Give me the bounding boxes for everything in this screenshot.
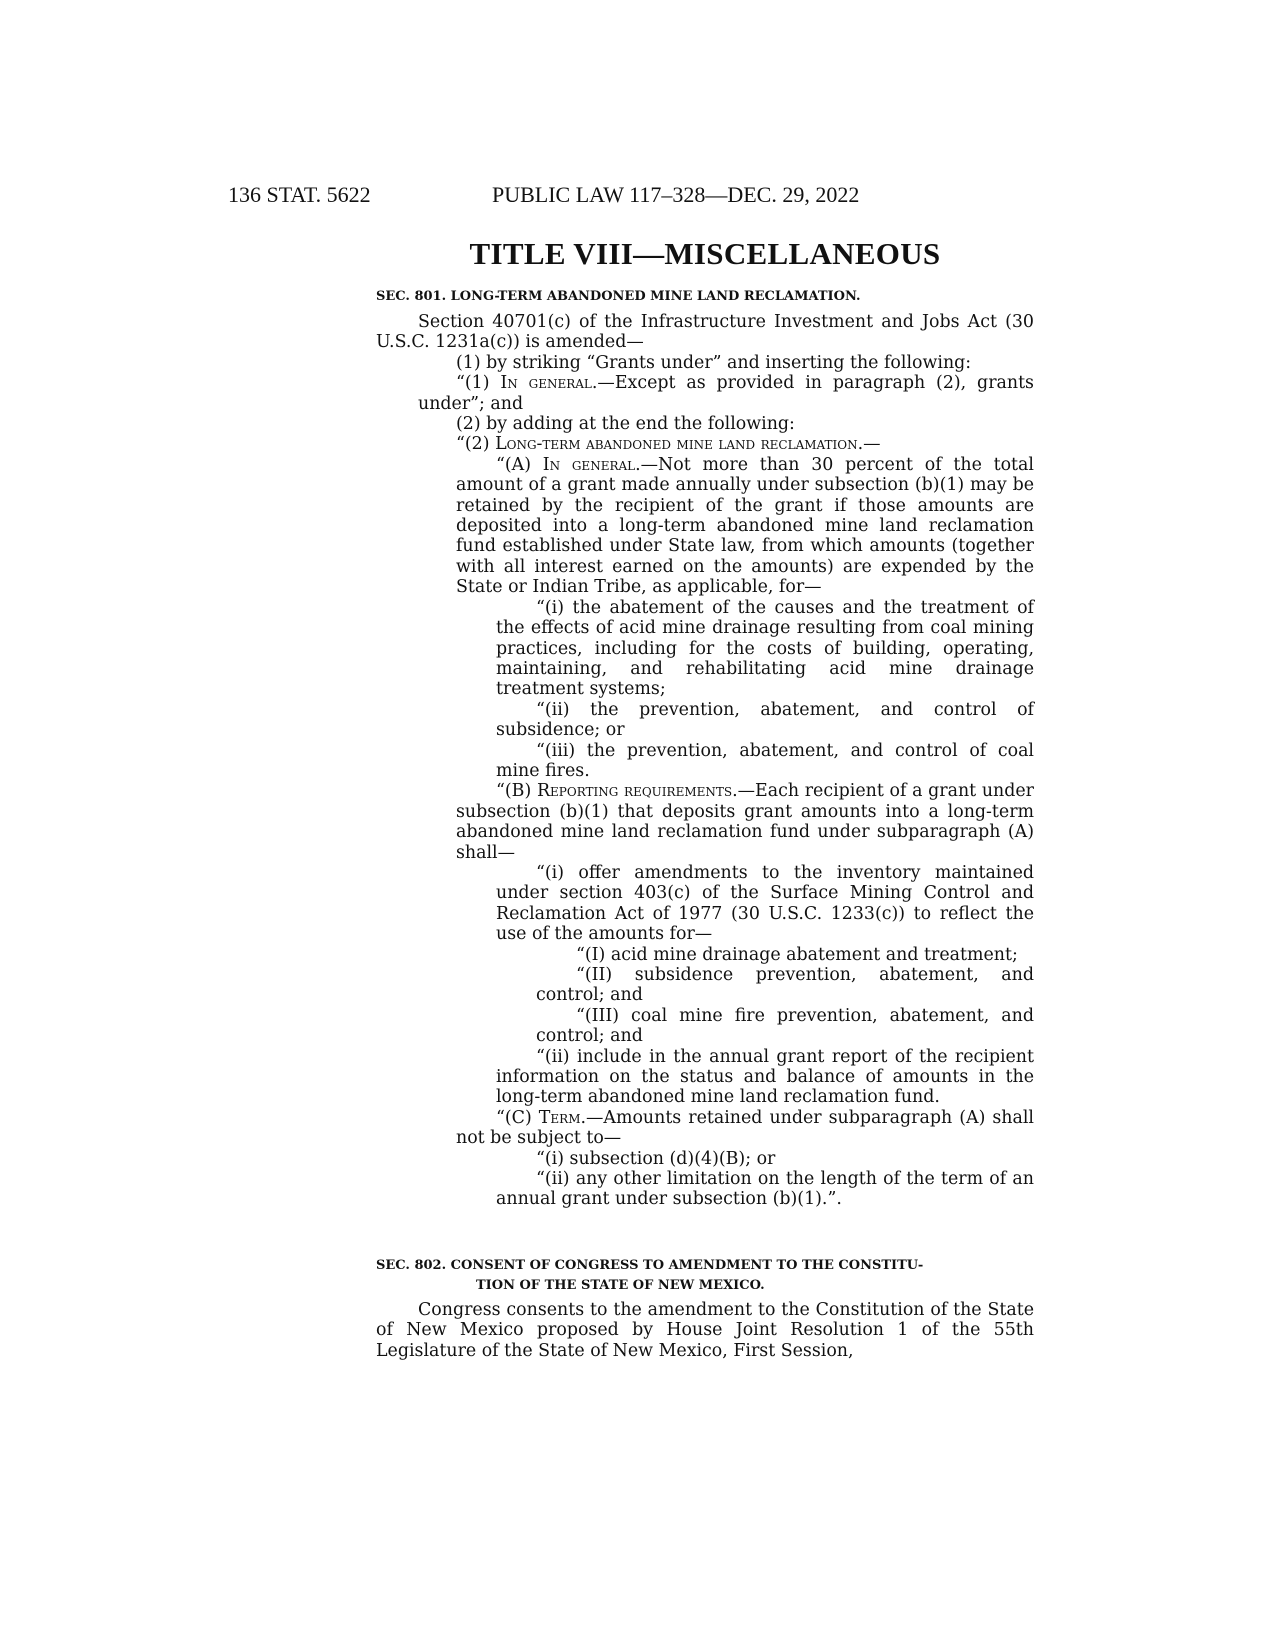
section-802-heading-line2: TION OF THE STATE OF NEW MEXICO.	[476, 1278, 765, 1293]
amendment-1-quote: “(1) In general.—Except as provided in paragraph (2), grants under”; and	[418, 373, 1034, 414]
clause-A-i: “(i) the abatement of the causes and the treatment of the effects of acid mine drainage resulting from coal mining practices, including for the costs of building, operating, maintaining, and rehabilitating acid mine drainage treatment systems;	[496, 597, 1034, 700]
clause-B-ii: “(ii) include in the annual grant report of the recipient information on the status and balance of amounts in the long-term abandoned mine land reclamation fund.	[496, 1046, 1034, 1108]
title-heading: TITLE VIII—MISCELLANEOUS	[469, 236, 941, 271]
section-801-heading: SEC. 801. LONG-TERM ABANDONED MINE LAND RECLAMATION.	[376, 289, 861, 304]
clause-B-i: “(i) offer amendments to the inventory maintained under section 403(c) of the Surface Mining Control and Reclamation Act of 1977 (30 U.S.C. 1233(c)) to reflect the use of the amounts for—	[496, 862, 1034, 945]
section-802-text: Congress consents to the amendment to the Constitution of the State of New Mexico proposed by House Joint Resolution 1 of the 55th Legislature of the State of New Mexico, First Session,	[376, 1300, 1034, 1361]
subclause-B-i-III: “(III) coal mine fire prevention, abatement, and control; and	[536, 1005, 1034, 1047]
subclause-B-i-II: “(II) subsidence prevention, abatement, and control; and	[536, 965, 1034, 1006]
subparagraph-C: “(C) Term.—Amounts retained under subparagraph (A) shall not be subject to—	[456, 1107, 1034, 1149]
clause-C-ii: “(ii) any other limitation on the length of the term of an annual grant under subsection (b)(1).”.	[496, 1169, 1034, 1210]
subparagraph-B: “(B) Reporting requirements.—Each recipient of a grant under subsection (b)(1) that deposits grant amounts into a long-term abandoned mine land reclamation fund under subparagraph (A) shall—	[456, 781, 1034, 863]
amendment-2: (2) by adding at the end the following:	[456, 414, 795, 435]
subparagraph-A: “(A) In general.—Not more than 30 percent of the total amount of a grant made annually under subsection (b)(1) may be retained by the recipient of the grant if those amounts are deposited into a long-term abandoned mine land reclamation fund established under State law, from which amounts (together with all interest earned on the amounts) are expended by the State or Indian Tribe, as applicable, for—	[456, 454, 1034, 598]
paragraph-2-heading: “(2) Long-term abandoned mine land reclamation.—	[456, 434, 881, 455]
public-law-citation: PUBLIC LAW 117–328—DEC. 29, 2022	[492, 182, 860, 207]
section-802-heading	[376, 1256, 1036, 1296]
section-801-intro: Section 40701(c) of the Infrastructure Investment and Jobs Act (30 U.S.C. 1231a(c)) is amended—	[376, 312, 1034, 353]
subclause-B-i-I: “(I) acid mine drainage abatement and treatment;	[576, 944, 1018, 965]
amendment-1: (1) by striking “Grants under” and inserting the following:	[456, 352, 972, 373]
clause-A-iii: “(iii) the prevention, abatement, and control of coal mine fires.	[496, 740, 1034, 781]
clause-C-i: “(i) subsection (d)(4)(B); or	[536, 1148, 776, 1169]
section-802-body	[376, 1300, 1034, 1361]
clause-A-ii: “(ii) the prevention, abatement, and control of subsidence; or	[496, 699, 1034, 741]
section-801-body	[376, 312, 1034, 1210]
section-802-heading-line1: SEC. 802. CONSENT OF CONGRESS TO AMENDMENT TO THE CONSTITU-	[376, 1258, 924, 1273]
statute-page-number: 136 STAT. 5622	[228, 182, 371, 207]
